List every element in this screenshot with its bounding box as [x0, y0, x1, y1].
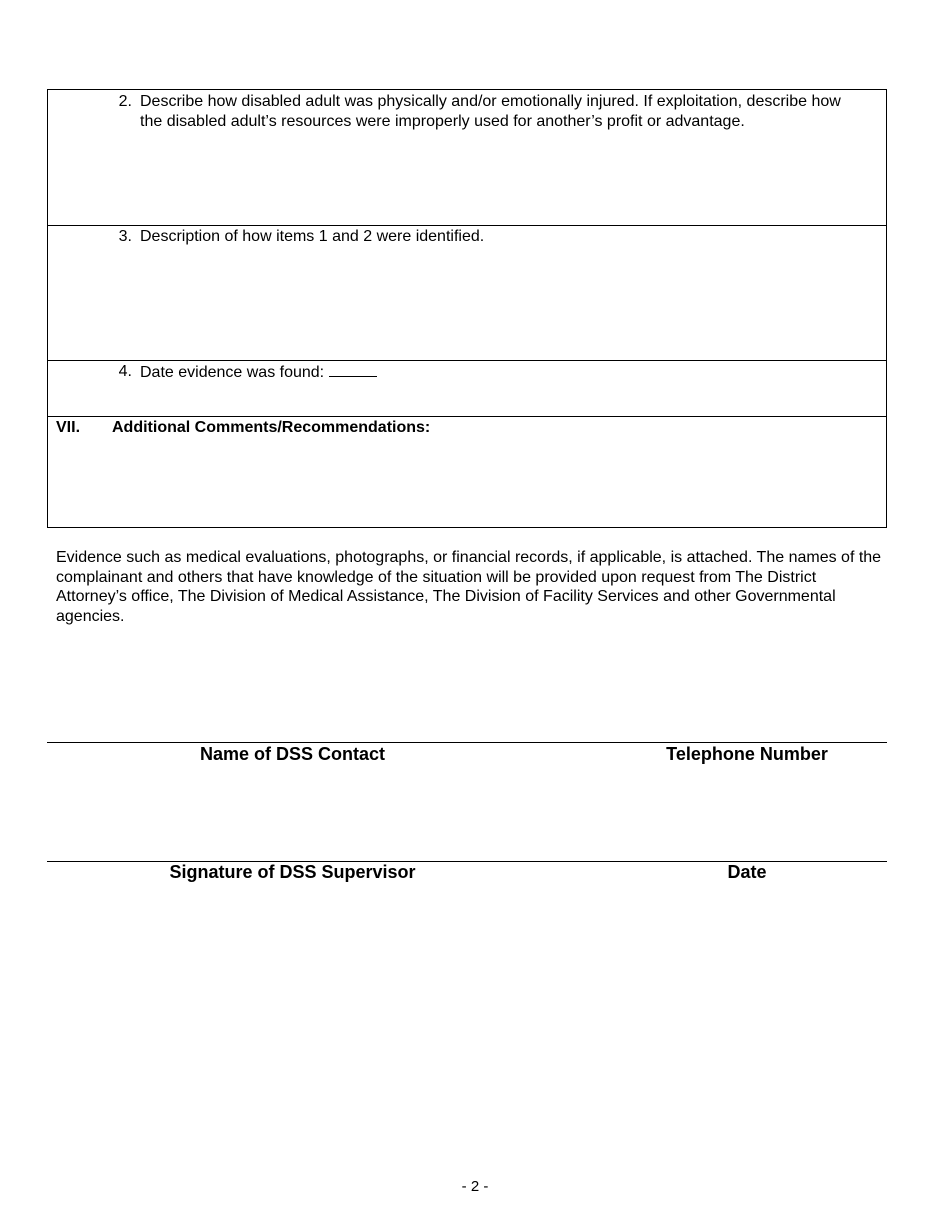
- page-number: - 2 -: [461, 1178, 489, 1195]
- form-row-section-vii: [48, 417, 886, 529]
- form-row-item-2: [48, 90, 886, 226]
- contact-name-label: Name of DSS Contact: [199, 744, 386, 764]
- item-text: Describe how disabled adult was physically and/or emotionally injured. If exploitation, describe how the disabled adult’s resources were improperly used for another’s profit or advantage.: [140, 93, 841, 130]
- evidence-note: Evidence such as medical evaluations, photographs, or financial records, if applicable, is attached. The names of the complainant and others that have knowledge of the situation will be provided upon request from The District Attorney’s office, The Division of Medical Assistance, The Division of Facility Services and other Governmental agencies.: [56, 549, 882, 626]
- item-number: 2.: [118, 93, 132, 110]
- supervisor-signature-label: Signature of DSS Supervisor: [169, 862, 416, 882]
- form-table: [47, 89, 887, 528]
- item-number: 4.: [118, 363, 132, 380]
- form-row-item-4: [48, 361, 886, 417]
- item-text: Description of how items 1 and 2 were identified.: [140, 228, 485, 245]
- telephone-label: Telephone Number: [666, 744, 828, 764]
- date-blank-field[interactable]: [329, 362, 377, 377]
- item-text-line: [140, 362, 866, 383]
- date-label: Date: [727, 862, 767, 882]
- item-number: 3.: [118, 228, 132, 245]
- form-row-item-3: [48, 226, 886, 361]
- item-text: Date evidence was found:: [140, 364, 325, 381]
- section-number: VII.: [56, 419, 81, 436]
- section-title: Additional Comments/Recommendations:: [112, 419, 431, 436]
